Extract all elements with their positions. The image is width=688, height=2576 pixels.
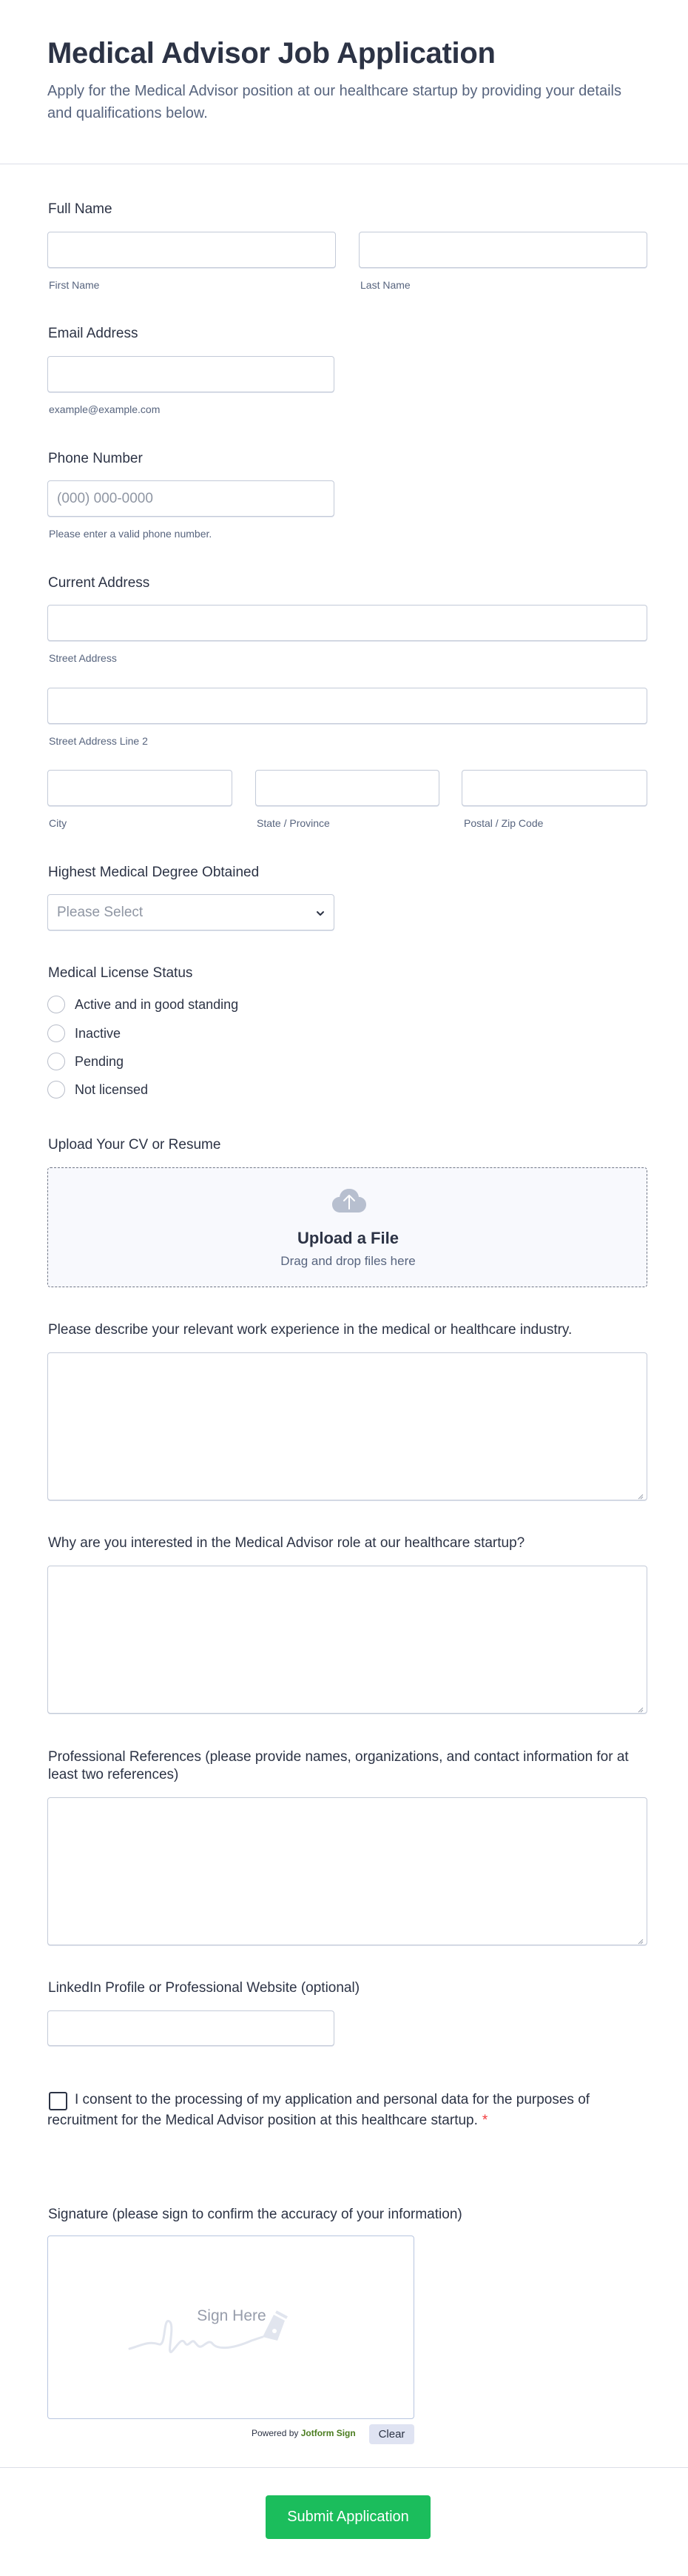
- references-textarea[interactable]: [47, 1797, 647, 1945]
- first-name-sublabel: First Name: [49, 279, 100, 291]
- radio-button[interactable]: [47, 1024, 65, 1042]
- interest-label: Why are you interested in the Medical Advisor role at our healthcare startup?: [48, 1535, 525, 1551]
- resize-handle-icon[interactable]: [637, 1703, 644, 1717]
- interest-textarea[interactable]: [47, 1566, 647, 1714]
- city-input[interactable]: [47, 770, 232, 806]
- upload-label: Upload Your CV or Resume: [48, 1137, 221, 1153]
- last-name-input[interactable]: [359, 232, 647, 268]
- street-address-line2-sublabel: Street Address Line 2: [49, 735, 148, 747]
- signature-pad[interactable]: [47, 2235, 414, 2419]
- email-input[interactable]: [47, 356, 334, 392]
- submit-button[interactable]: Submit Application: [266, 2495, 431, 2539]
- email-label: Email Address: [48, 326, 138, 341]
- street-address-line2-input[interactable]: [47, 688, 647, 724]
- signature-label: Signature (please sign to confirm the accuracy of your information): [48, 2207, 462, 2222]
- upload-subtitle: Drag and drop files here: [280, 1254, 416, 1268]
- page-subtitle: Apply for the Medical Advisor position at our healthcare startup by providing your details and qualifications below.: [47, 83, 621, 121]
- page-title: Medical Advisor Job Application: [47, 37, 496, 70]
- phone-sublabel: Please enter a valid phone number.: [49, 528, 212, 540]
- radio-option-not-licensed[interactable]: [47, 1080, 148, 1099]
- radio-option-pending[interactable]: [47, 1052, 124, 1071]
- street-address-sublabel: Street Address: [49, 652, 117, 664]
- postal-code-input[interactable]: [462, 770, 647, 806]
- state-input[interactable]: [255, 770, 439, 806]
- phone-label: Phone Number: [48, 451, 143, 466]
- upload-title: Upload a File: [297, 1229, 399, 1247]
- full-name-label: Full Name: [48, 201, 112, 217]
- radio-button[interactable]: [47, 1081, 65, 1099]
- radio-button[interactable]: [47, 1053, 65, 1070]
- phone-input[interactable]: [47, 480, 334, 517]
- street-address-input[interactable]: [47, 605, 647, 641]
- linkedin-input[interactable]: [47, 2010, 334, 2046]
- footer-divider: [0, 2467, 688, 2468]
- resize-handle-icon[interactable]: [637, 1490, 644, 1503]
- powered-by-label: Powered by: [252, 2428, 299, 2438]
- degree-label: Highest Medical Degree Obtained: [48, 865, 260, 880]
- consent-label: I consent to the processing of my application and personal data for the purposes of recruitment for the Medical Advisor position at this healthcare startup.: [47, 2092, 590, 2128]
- cloud-upload-icon: [331, 1188, 367, 1217]
- city-sublabel: City: [49, 817, 67, 829]
- radio-button[interactable]: [47, 996, 65, 1013]
- email-sublabel: example@example.com: [49, 403, 161, 415]
- jotform-sign-link[interactable]: Jotform Sign: [300, 2428, 356, 2438]
- first-name-input[interactable]: [47, 232, 336, 268]
- radio-label: Not licensed: [75, 1081, 149, 1097]
- resize-handle-icon[interactable]: [637, 1935, 644, 1948]
- clear-signature-button[interactable]: Clear: [369, 2424, 414, 2444]
- experience-textarea[interactable]: [47, 1352, 647, 1500]
- consent-text: [47, 2090, 595, 2131]
- last-name-sublabel: Last Name: [360, 279, 411, 291]
- required-asterisk: *: [482, 2113, 488, 2128]
- postal-code-sublabel: Postal / Zip Code: [464, 817, 544, 829]
- state-sublabel: State / Province: [257, 817, 330, 829]
- signature-placeholder: Sign Here: [197, 2307, 266, 2324]
- chevron-down-icon: [316, 905, 325, 921]
- file-upload-dropzone[interactable]: [47, 1167, 647, 1287]
- references-label: Professional References (please provide names, organizations, and contact information for at least two references): [48, 1749, 629, 1782]
- license-label: Medical License Status: [48, 965, 193, 981]
- powered-by-text: [252, 2428, 356, 2438]
- radio-option-active[interactable]: [47, 995, 238, 1014]
- degree-select-value: Please Select: [57, 904, 144, 920]
- experience-label: Please describe your relevant work experience in the medical or healthcare industry.: [48, 1322, 573, 1338]
- radio-label: Inactive: [75, 1025, 121, 1041]
- address-label: Current Address: [48, 575, 150, 591]
- radio-option-inactive[interactable]: [47, 1024, 121, 1043]
- radio-label: Pending: [75, 1053, 124, 1069]
- radio-label: Active and in good standing: [75, 996, 239, 1012]
- linkedin-label: LinkedIn Profile or Professional Website (optional): [48, 1980, 360, 1996]
- degree-select[interactable]: [47, 894, 334, 930]
